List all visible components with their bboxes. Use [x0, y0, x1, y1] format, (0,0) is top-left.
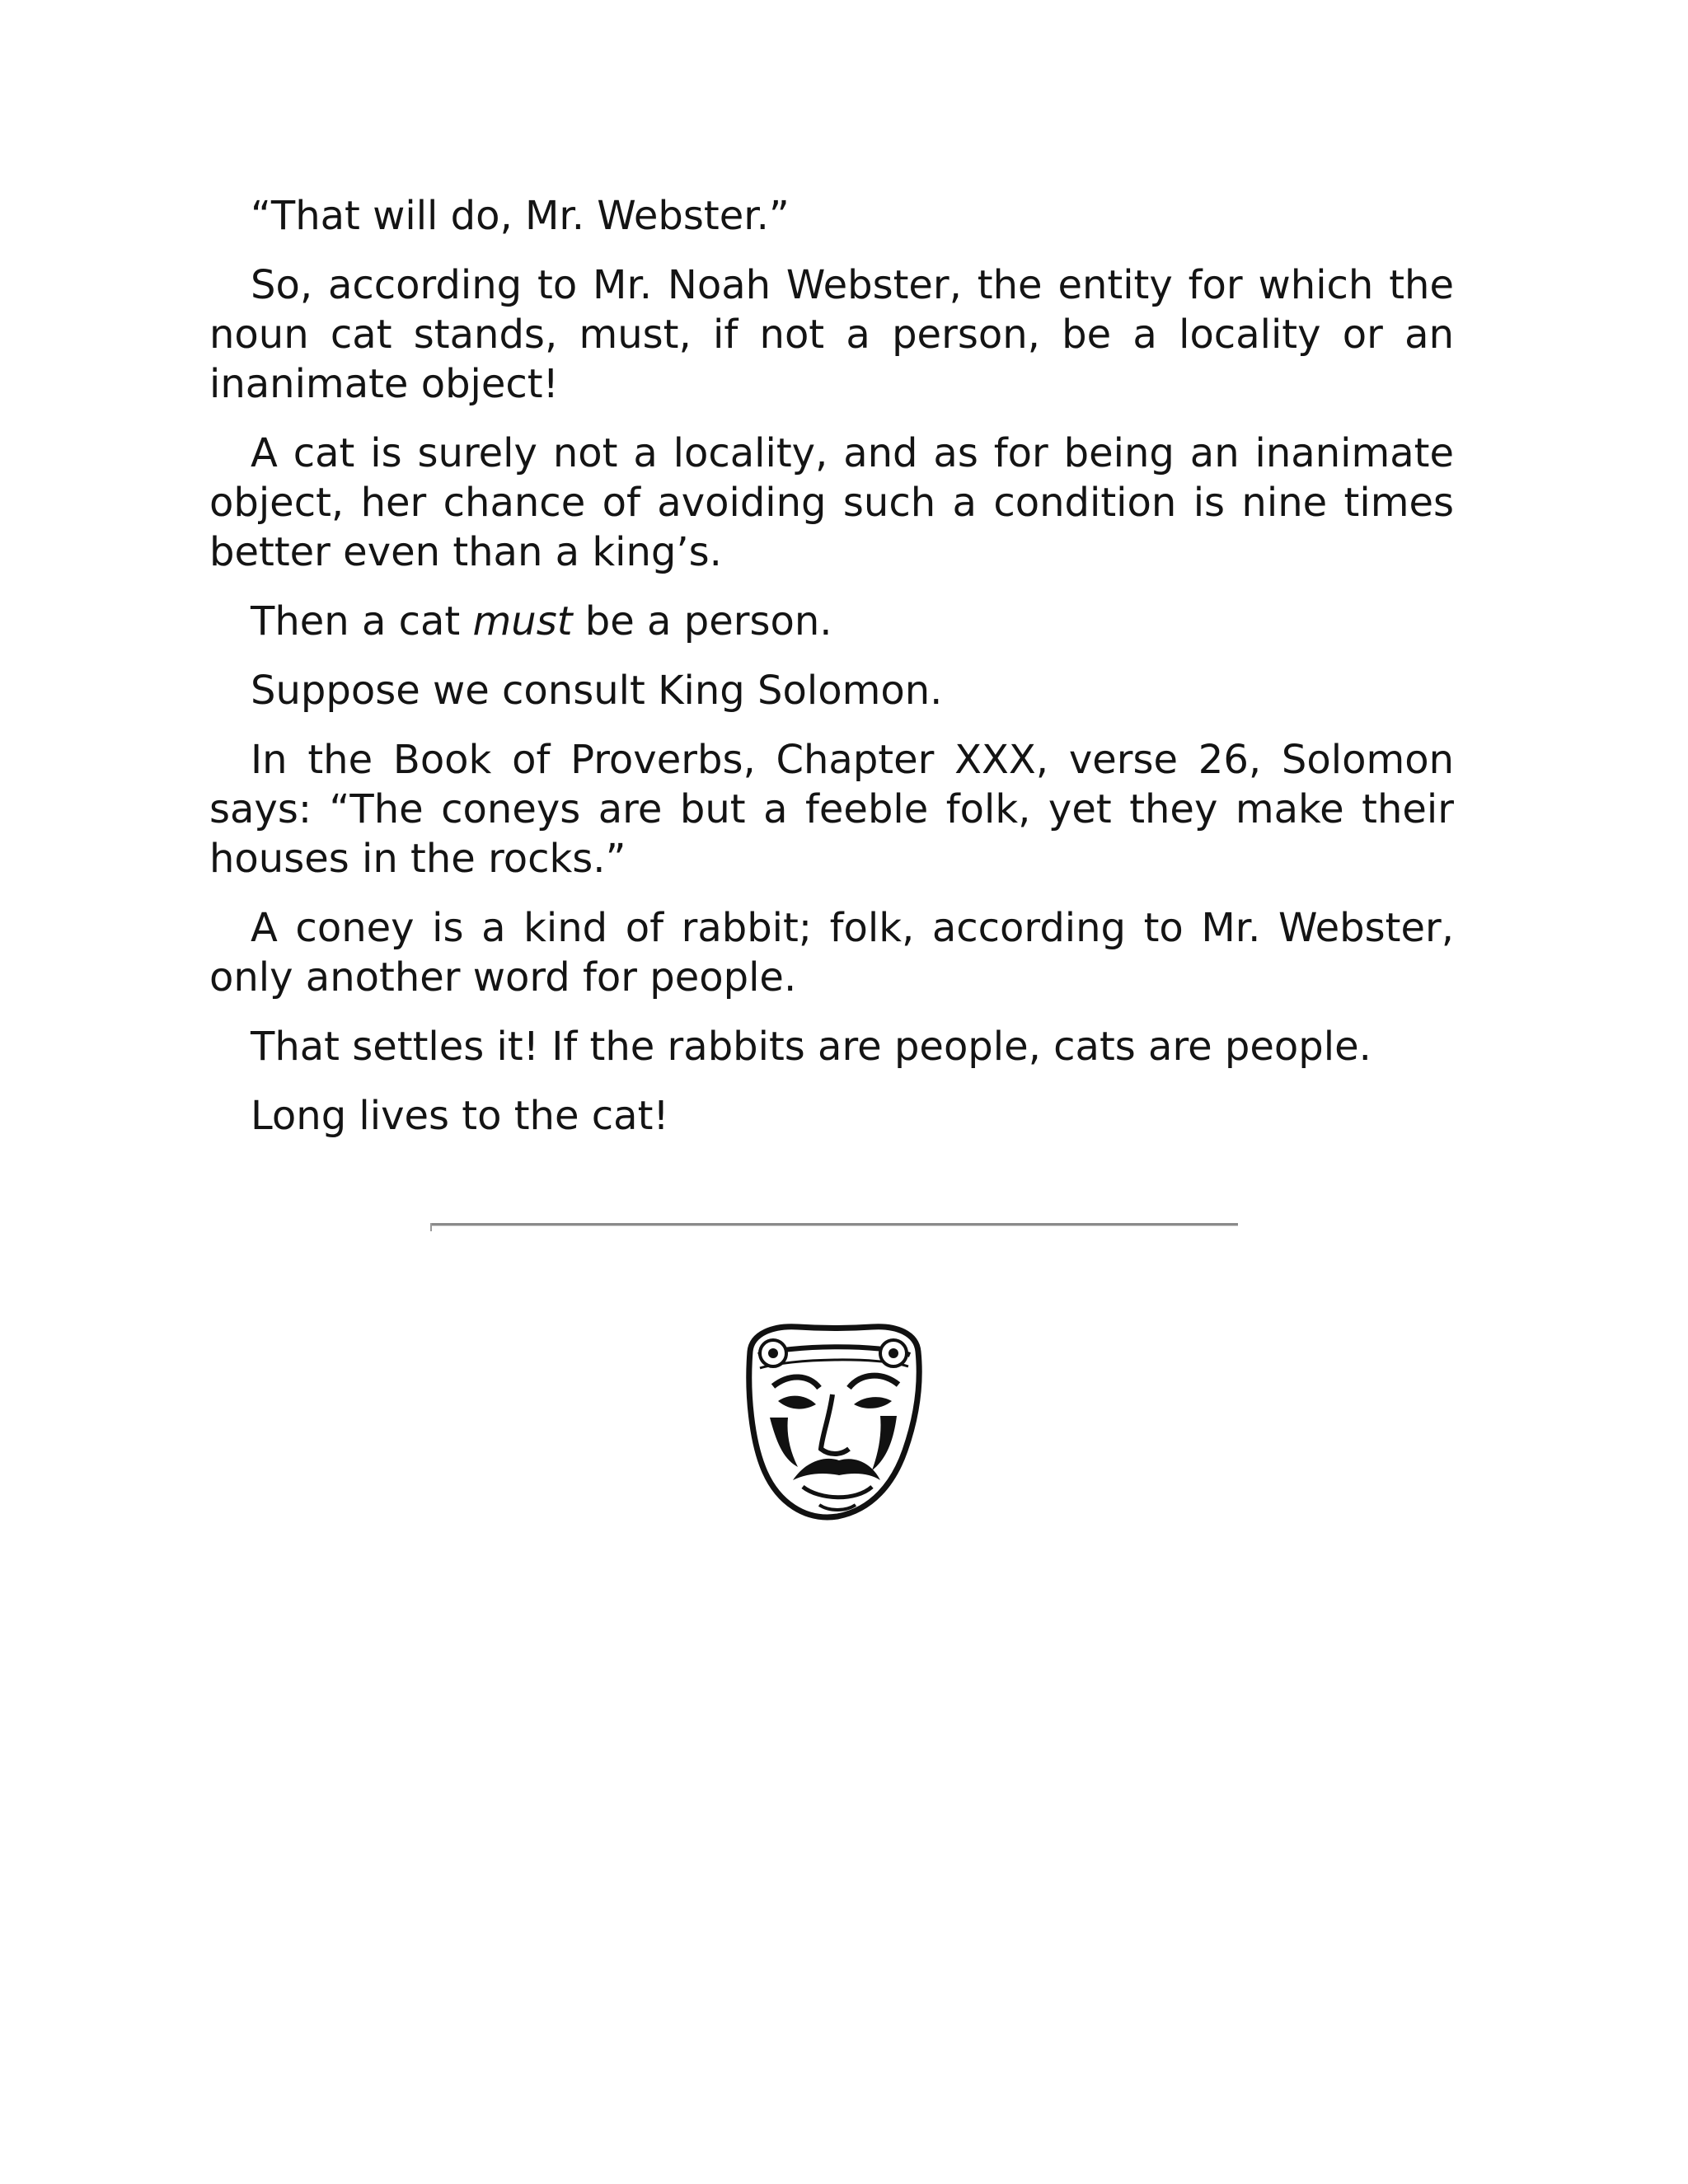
paragraph: Long lives to the cat! — [251, 1093, 669, 1139]
paragraph: A cat is surely not a locality, and as for being an inanimate object, her chance of avoiding such a condition is nine times better even than a king’s. — [209, 430, 1454, 575]
paragraph-text: be a person. — [572, 598, 832, 644]
tragedy-mask-icon — [740, 1319, 926, 1521]
paragraph: A coney is a kind of rabbit; folk, according to Mr. Webster, only another word for people. — [209, 905, 1454, 1001]
body-text — [209, 191, 1454, 1160]
paragraph: That settles it! If the rabbits are people, cats are people. — [251, 1024, 1372, 1070]
paragraph-text: Then a cat — [251, 598, 473, 644]
emphasis-text: must — [472, 598, 573, 644]
paragraph: In the Book of Proverbs, Chapter XXX, verse 26, Solomon says: “The coneys are but a feeble folk, yet they make their houses in the rocks.” — [209, 737, 1454, 882]
paragraph: “That will do, Mr. Webster.” — [251, 193, 790, 239]
paragraph — [209, 597, 1454, 646]
section-divider — [430, 1223, 1238, 1226]
paragraph: Suppose we consult King Solomon. — [251, 668, 943, 714]
paragraph: So, according to Mr. Noah Webster, the entity for which the noun cat stands, must, if not a person, be a locality or an inanimate object! — [209, 262, 1454, 407]
